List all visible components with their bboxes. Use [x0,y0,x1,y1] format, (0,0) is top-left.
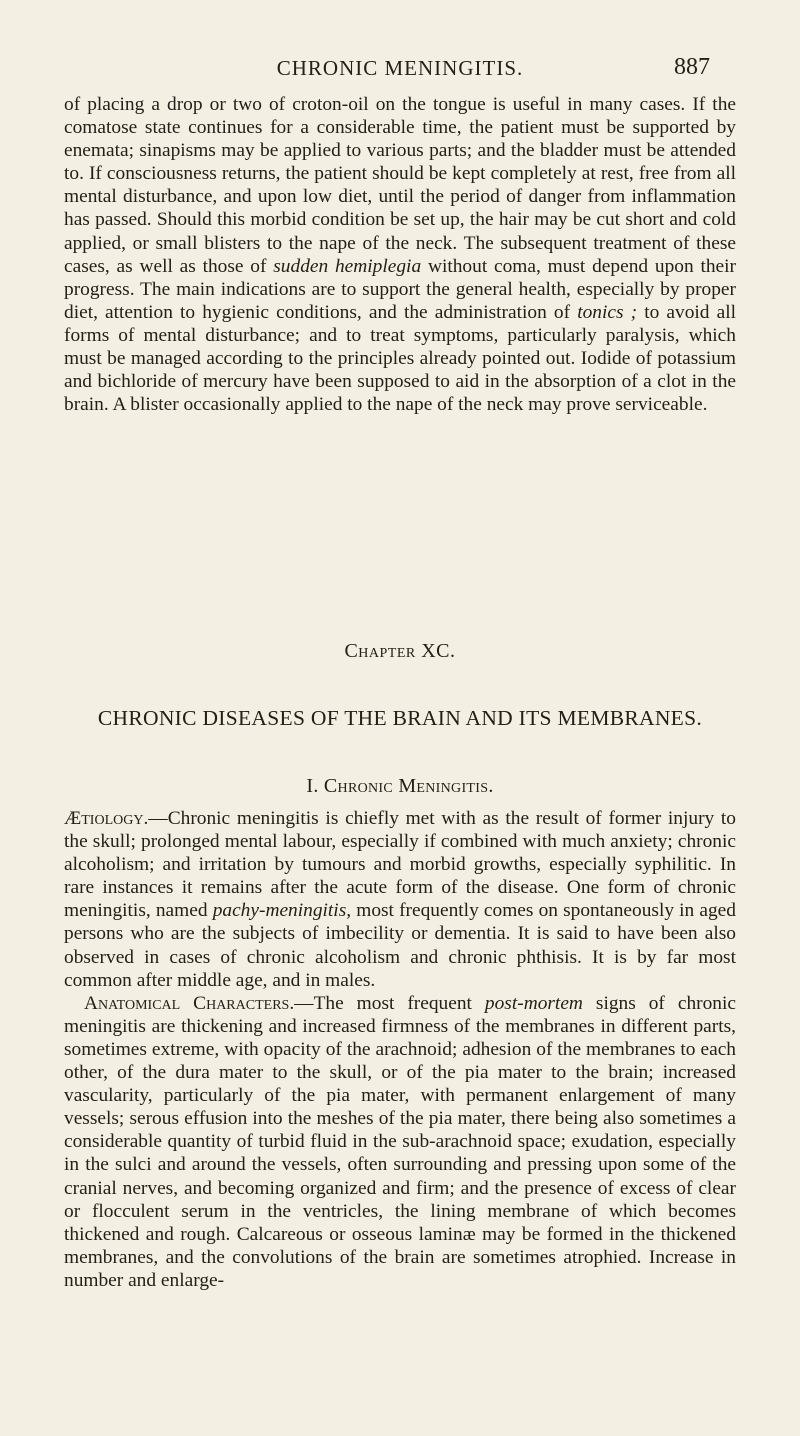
section-title: I. Chronic Meningitis. [306,775,494,797]
continuation-text [64,93,736,416]
page-number: 887 [674,54,710,80]
treatment-paragraph: of placing a drop or two of croton-oil on the tongue is useful in many cases. If the comatose state continues for a considerable time, the patient must be supported by enemata; sinapisms may be applied to various parts; and the bladder must be attended to. If consciousness returns, the patient should be kept completely at rest, free from all mental disturbance, and upon low diet, until the period of danger from inflammation has passed. Should this morbid condition be set up, the hair may be cut short and cold applied, or small blisters to the nape of the neck. The subsequent treatment of these cases, as well as those of sudden hemiplegia without coma, must depend upon their progress. The main indications are to support the general health, especially by proper diet, attention to hygienic conditions, and the administration of tonics ; to avoid all forms of mental disturbance; and to treat symptoms, particularly paralysis, which must be managed according to the principles already pointed out. Iodide of potassium and bichloride of mercury have been supposed to aid in the absorption of a clot in the brain. A blister occasionally applied to the nape of the neck may prove serviceable. [64,94,736,416]
running-title: CHRONIC MENINGITIS. [276,56,524,80]
anatomical-paragraph: Anatomical Characters.—The most frequent post-mortem signs of chronic meningitis are thickening and increased firmness of the membranes in different parts, sometimes extreme, with opacity of the arachnoid; adhesion of the membranes to each other, of the dura mater to the skull, or of the pia mater to the brain; increased vascularity, particularly of the pia mater, with permanent enlargement of many vessels; serous effusion into the meshes of the pia mater, there being also sometimes a considerable quantity of turbid fluid in the sub-arachnoid space; exudation, especially in the sulci and around the vessels, often surrounding and pressing upon some of the cranial nerves, and becoming organized and firm; and the presence of excess of clear or flocculent serum in the ventricles, the lining membrane of which becomes thickened and rough. Calcareous or osseous laminæ may be formed in the thickened membranes, and the convolutions of the brain are sometimes atrophied. Increase in number and enlarge- [64,992,736,1291]
aetiology-heading: Ætiology. [64,808,149,829]
chapter-number: Chapter XC. [344,640,456,662]
anatomical-heading: Anatomical Characters. [84,992,295,1014]
chapter-title: CHRONIC DISEASES OF THE BRAIN AND ITS MEMBRANES. [97,706,703,730]
section-text [64,807,736,1292]
aetiology-paragraph: Ætiology.—Chronic meningitis is chiefly met with as the result of former injury to the skull; prolonged mental labour, especially if combined with much anxiety; chronic alcoholism; and irritation by tumours and morbid growths, especially syphilitic. In rare instances it remains after the acute form of the disease. One form of chronic meningitis, named pachy-meningitis, most frequently comes on spontaneously in aged persons who are the subjects of imbecility or dementia. It is said to have been also observed in cases of chronic alcoholism and chronic phthisis. It is by far most common after middle age, and in males. [64,808,736,991]
running-head [0,56,800,88]
